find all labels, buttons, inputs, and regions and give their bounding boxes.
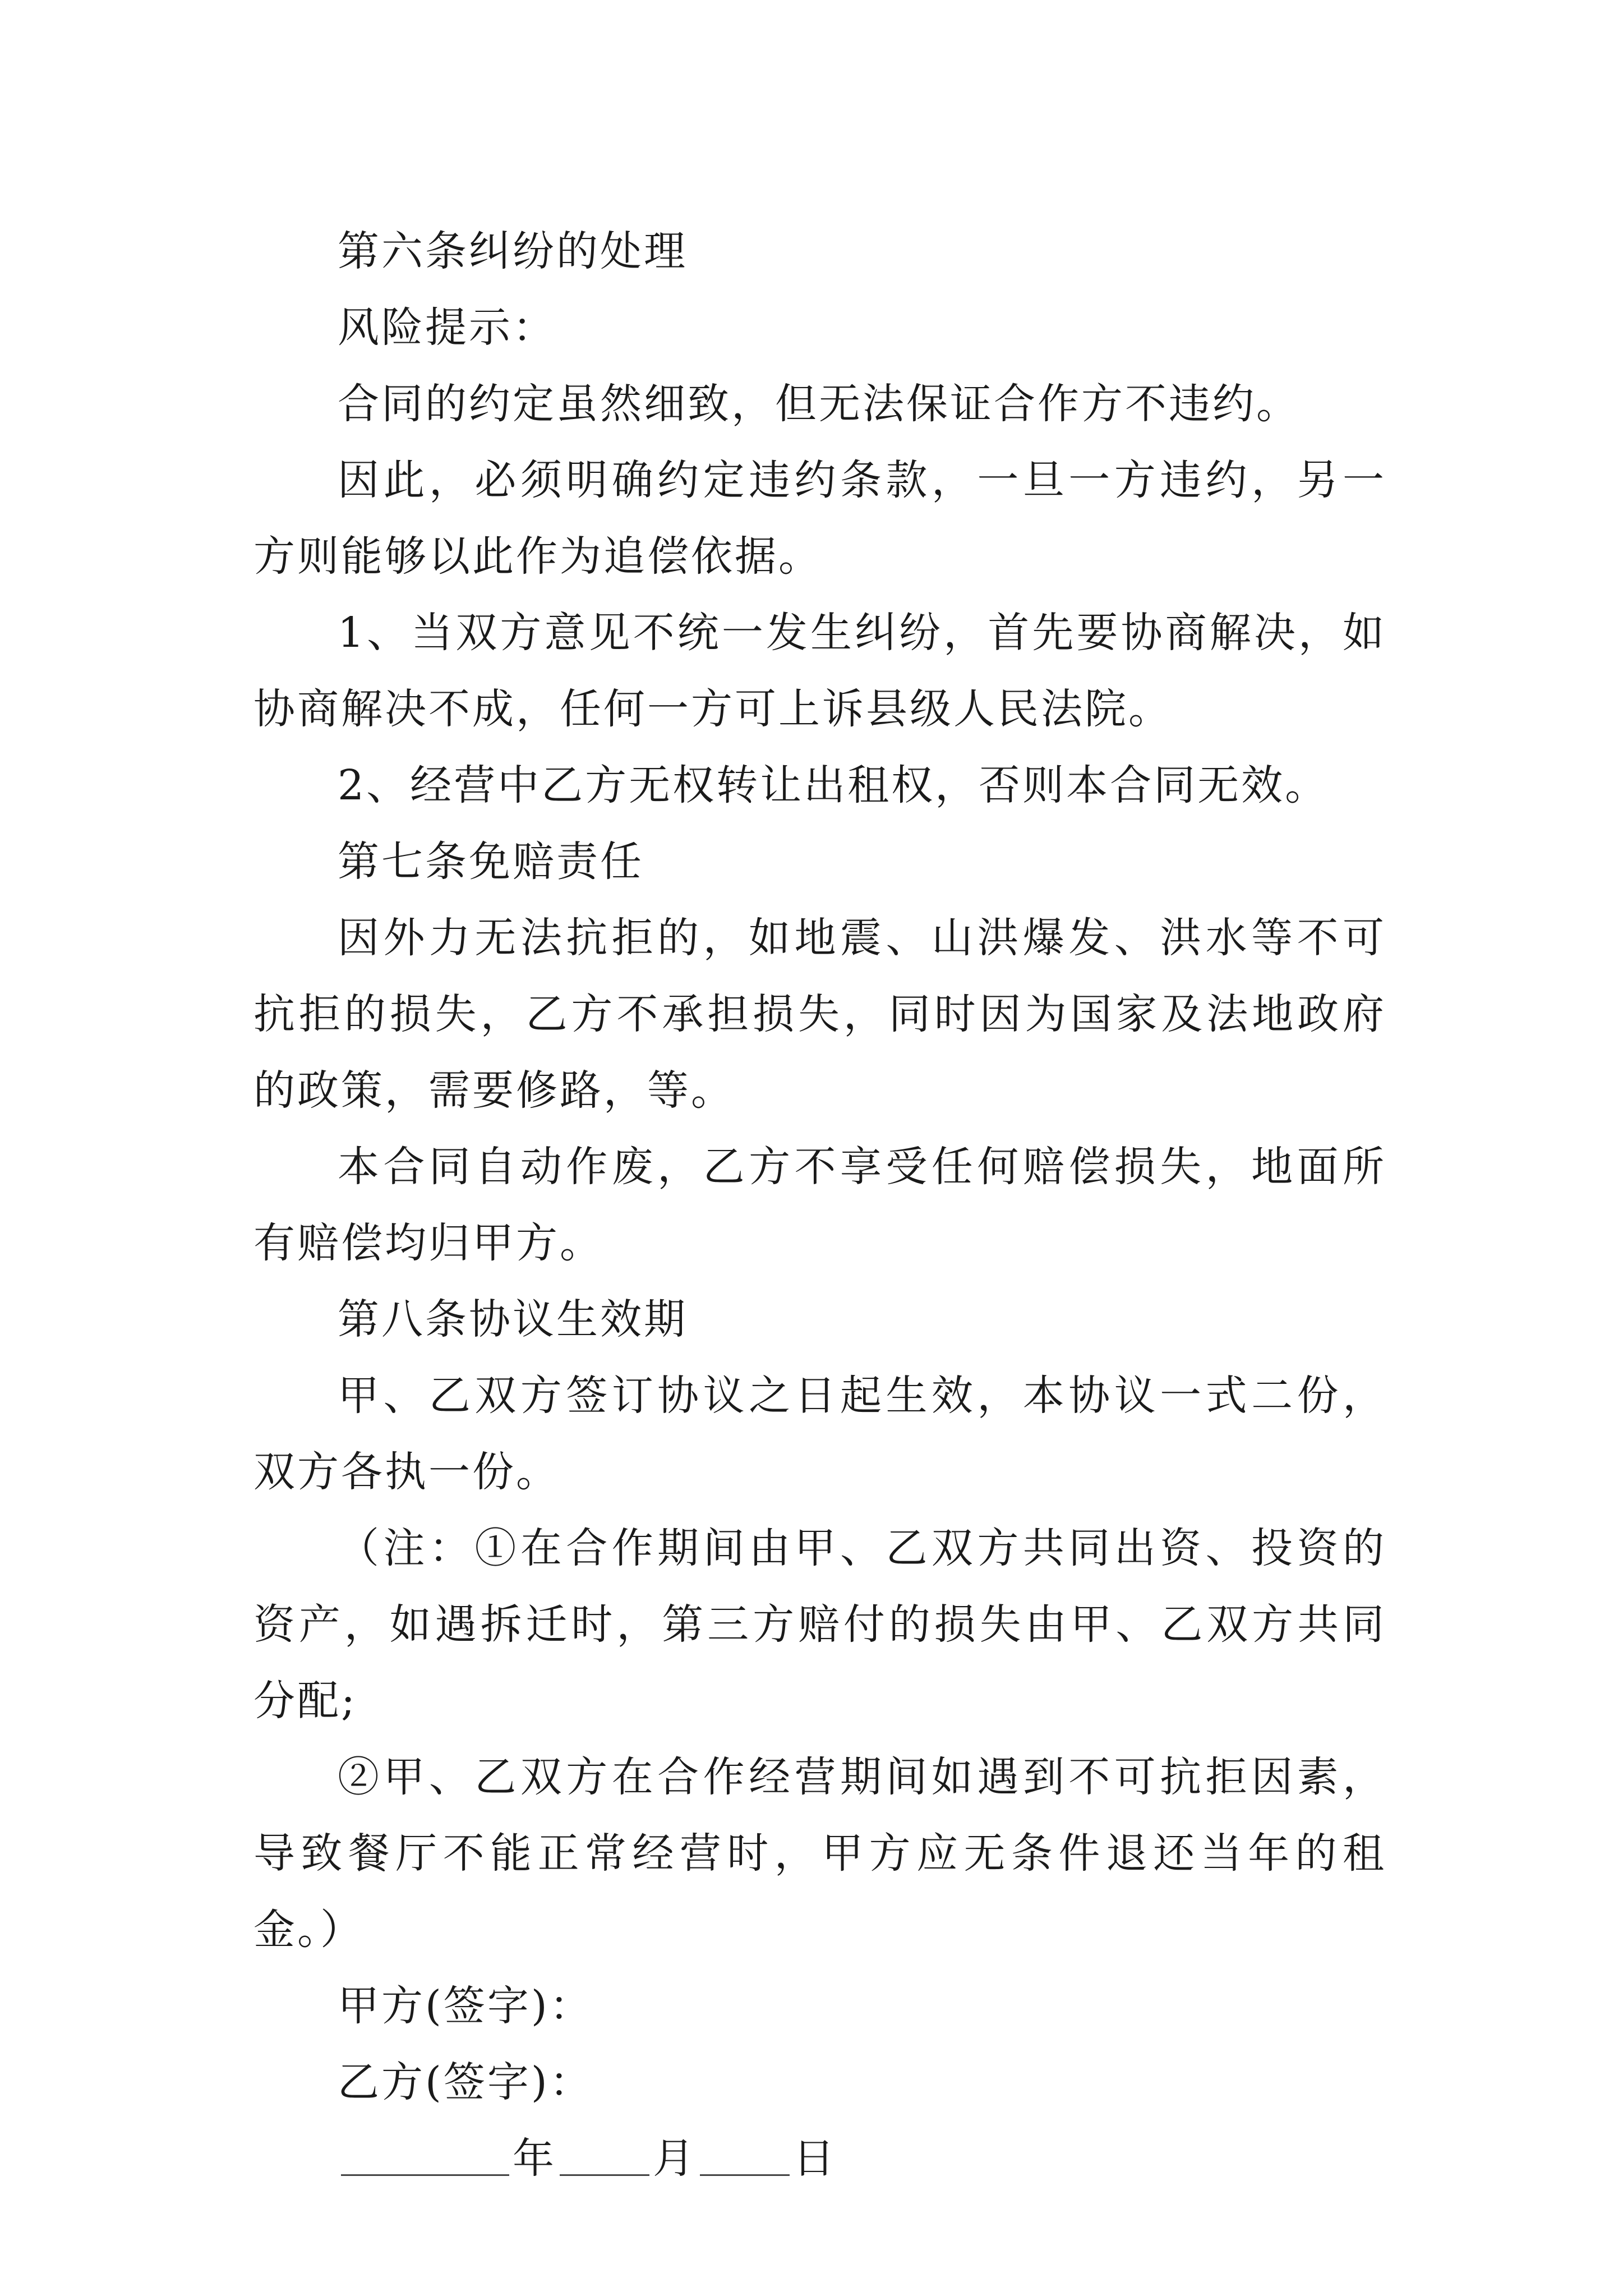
document-body <box>253 213 1386 2197</box>
article-7-heading: 第七条免赔责任 <box>338 838 644 886</box>
clause-1: 1、当双方意见不统一发生纠纷，首先要协商解决，如协商解决不成，任何一方可上诉县级人民法院。 <box>253 609 1386 733</box>
month-blank <box>560 2141 649 2176</box>
note-1: （注：①在合作期间由甲、乙双方共同出资、投资的资产，如遇拆迁时，第三方赔付的损失由甲、乙双方共同分配; <box>253 1524 1386 1725</box>
date-line <box>253 2120 1386 2197</box>
paragraph: 合同的约定虽然细致，但无法保证合作方不违约。 <box>338 380 1300 428</box>
year-label: 年 <box>513 2134 556 2183</box>
clause-2: 2、经营中乙方无权转让出租权，否则本合同无效。 <box>338 761 1329 809</box>
article-8-heading: 第八条协议生效期 <box>338 1295 688 1343</box>
day-blank <box>700 2141 790 2176</box>
paragraph: 因此，必须明确约定违约条款，一旦一方违约，另一方则能够以此作为追偿依据。 <box>253 456 1386 581</box>
note-2: ②甲、乙双方在合作经营期间如遇到不可抗拒因素，导致餐厅不能正常经营时，甲方应无条件退还当年的租金。） <box>253 1753 1386 1954</box>
paragraph: 本合同自动作废，乙方不享受任何赔偿损失，地面所有赔偿均归甲方。 <box>253 1143 1386 1267</box>
paragraph: 因外力无法抗拒的，如地震、山洪爆发、洪水等不可抗拒的损失，乙方不承担损失，同时因为国家及法地政府的政策，需要修路，等。 <box>253 914 1386 1115</box>
risk-notice-label: 风险提示： <box>338 303 556 352</box>
year-blank <box>341 2141 509 2176</box>
article-6-heading: 第六条纠纷的处理 <box>338 227 688 275</box>
party-a-signature: 甲方(签字)： <box>338 1982 593 2030</box>
paragraph: 甲、乙双方签订协议之日起生效，本协议一式二份，双方各执一份。 <box>253 1372 1386 1496</box>
month-label: 月 <box>653 2134 697 2183</box>
party-b-signature: 乙方(签字)： <box>338 2058 593 2106</box>
day-label: 日 <box>793 2134 837 2183</box>
